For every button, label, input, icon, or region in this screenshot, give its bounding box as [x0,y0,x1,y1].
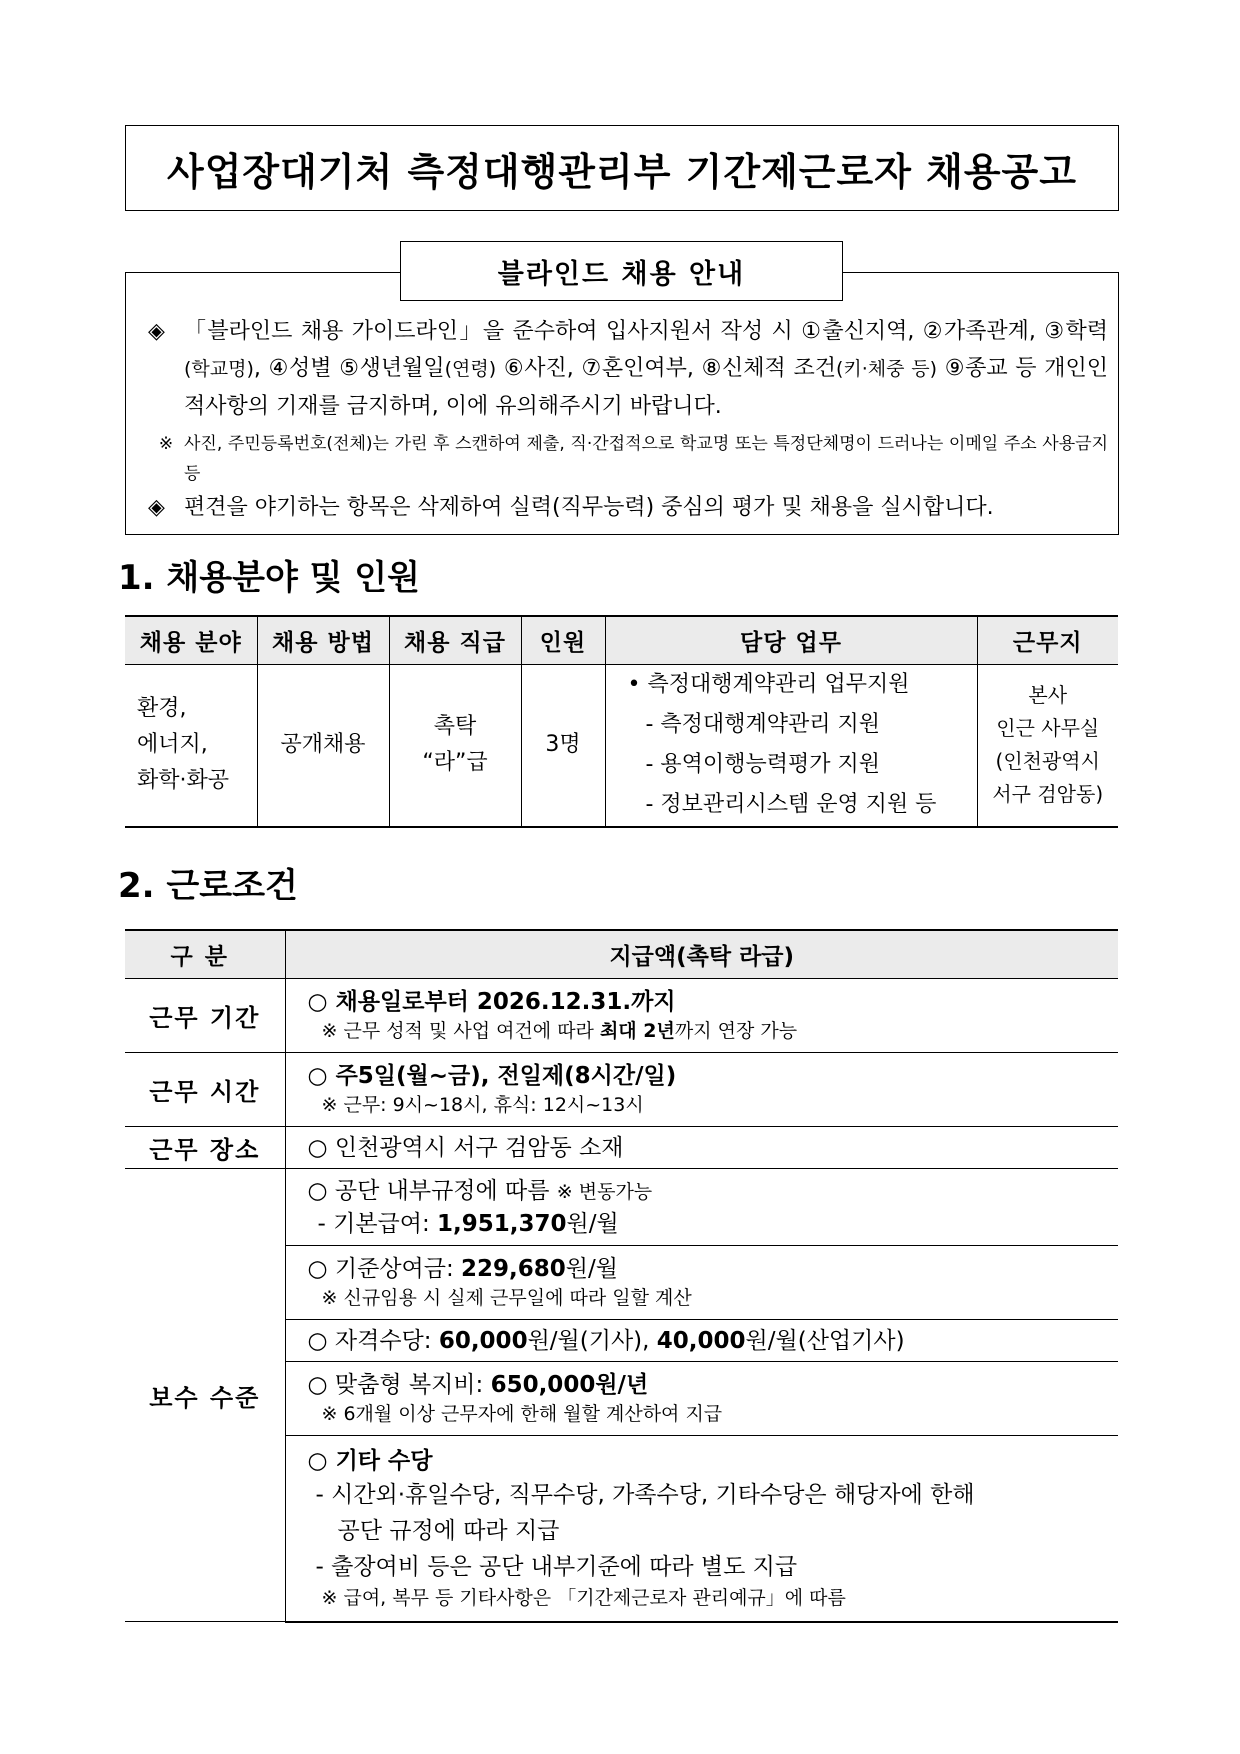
table-row [125,665,1118,827]
table-row [125,1053,1118,1127]
diamond-bullet-icon: ◈ [148,495,165,520]
column-header: 채용 직급 [389,616,521,665]
workplace-cell: 본사 인근 사무실 (인천광역시 서구 검암동) [977,665,1118,827]
duty-cell: • 측정대행계약관리 업무지원 - 측정대행계약관리 지원 - 용역이행능력평가 지원 - 정보관리시스템 운영 지원 등 [605,665,977,827]
working-conditions-table [125,929,1118,1623]
blind-notice-text: 「블라인드 채용 가이드라인」을 준수하여 입사지원서 작성 시 ①출신지역, ②가족관계, ③학력(학교명), ④성별 ⑤생년월일(연령) ⑥사진, ⑦혼인여부, ⑧신체적 조건(키·체중 등) ⑨종교 등 개인인적사항의 기재를 금지하며, 이에 유의해주시기 바랍니다. [184,319,1109,419]
pay-qualification-cell: ○ 자격수당: 60,000원/월(기사), 40,000원/월(산업기사) [285,1320,1118,1362]
table-row [125,1169,1118,1246]
period-cell: ○ 채용일로부터 2026.12.31.까지 ※ 근무 성적 및 사업 여건에 따라 최대 2년까지 연장 가능 [285,979,1118,1053]
blind-notice-item [148,489,1108,526]
page-title: 사업장대기처 측정대행관리부 기간제근로자 채용공고 [125,125,1119,211]
pay-bonus-cell: ○ 기준상여금: 229,680원/월 ※ 신규임용 시 실제 근무일에 따라 일할 계산 [285,1246,1118,1320]
place-cell: ○ 인천광역시 서구 검암동 소재 [285,1127,1118,1169]
recruit-count-cell: 3명 [521,665,605,827]
column-header: 지급액(촉탁 라급) [285,930,1118,979]
section2-heading: 2. 근로조건 [118,866,298,906]
blind-notice-note [148,429,1108,489]
row-label: 근무 장소 [125,1127,285,1169]
blind-notice-note-text: 사진, 주민등록번호(전체)는 가린 후 스캔하여 제출, 직·간접적으로 학교명 또는 특정단체명이 드러나는 이메일 주소 사용금지 등 [184,434,1108,484]
column-header: 구분 [125,930,285,979]
table-row [125,1127,1118,1169]
diamond-bullet-icon: ◈ [148,319,165,344]
row-label: 보수 수준 [125,1169,285,1622]
row-label: 근무 시간 [125,1053,285,1127]
blind-notice-label: 블라인드 채용 안내 [400,241,843,301]
blind-notice-text: 편견을 야기하는 항목은 삭제하여 실력(직무능력) 중심의 평가 및 채용을 실시합니다. [184,495,994,520]
column-header: 인원 [521,616,605,665]
table-header-row [125,930,1118,979]
pay-basic-cell: ○ 공단 내부규정에 따름 ※ 변동가능 - 기본급여: 1,951,370원/월 [285,1169,1118,1246]
table-row [125,979,1118,1053]
blind-notice-content [148,313,1108,526]
blind-notice-item [148,313,1108,425]
hours-cell: ○ 주5일(월~금), 전일제(8시간/일) ※ 근무: 9시~18시, 휴식: 12시~13시 [285,1053,1118,1127]
column-header: 근무지 [977,616,1118,665]
recruit-method-cell: 공개채용 [257,665,389,827]
section1-heading: 1. 채용분야 및 인원 [118,558,420,598]
column-header: 채용 분야 [125,616,257,665]
column-header: 담당 업무 [605,616,977,665]
table-header-row [125,616,1118,665]
pay-other-cell: ○ 기타 수당 - 시간외·휴일수당, 직무수당, 가족수당, 기타수당은 해당자에 한해 공단 규정에 따라 지급 - 출장여비 등은 공단 내부기준에 따라 별도 지급 ※ 급여, 복무 등 기타사항은 「기간제근로자 관리예규」에 따름 [285,1436,1118,1622]
row-label: 근무 기간 [125,979,285,1053]
note-mark-icon: ※ [158,434,174,454]
recruitment-table [125,615,1118,828]
recruit-grade-cell: 촉탁 “라”급 [389,665,521,827]
column-header: 채용 방법 [257,616,389,665]
recruit-field-cell: 환경, 에너지, 화학·화공 [125,665,257,827]
pay-welfare-cell: ○ 맞춤형 복지비: 650,000원/년 ※ 6개월 이상 근무자에 한해 월할 계산하여 지급 [285,1362,1118,1436]
